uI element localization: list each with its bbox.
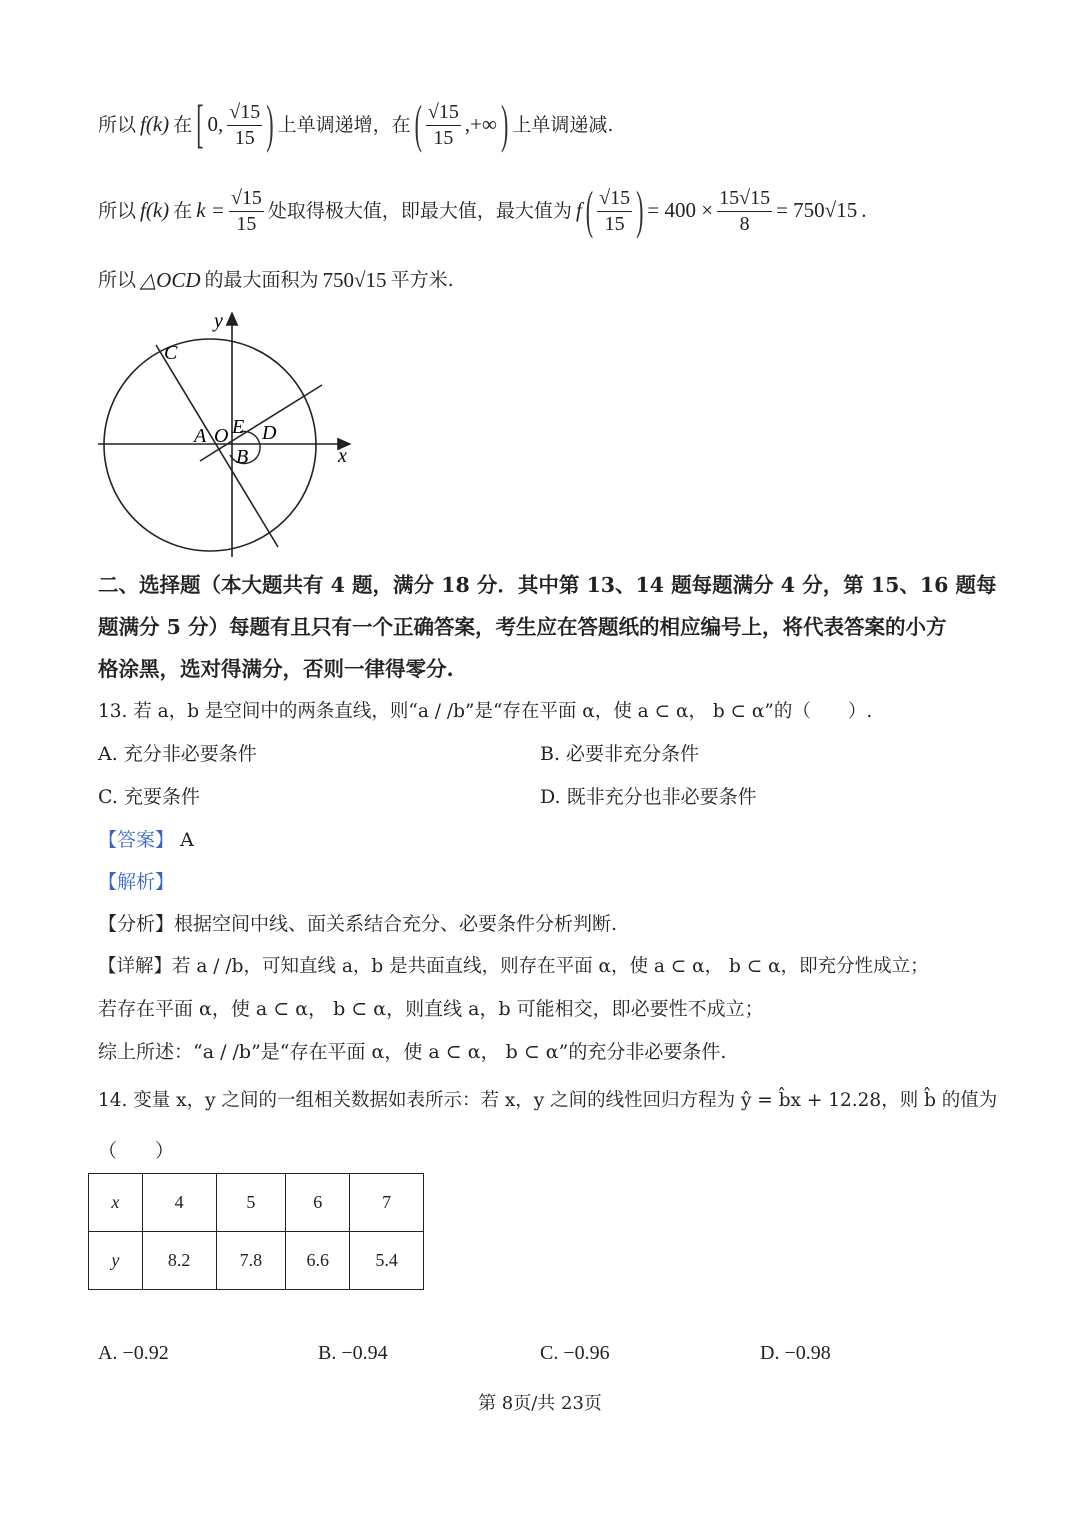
right-paren: ) [636, 179, 644, 240]
equals-750sqrt15: = 750√15 [776, 198, 858, 223]
q13-analysis-tag: 【解析】 [98, 871, 175, 893]
text-zai: 在 [173, 113, 193, 136]
q13-xiangjie-3: 综上所述：“a / /b”是“存在平面 α，使 a ⊂ α， b ⊂ α”的充分非必要条件. [98, 1041, 727, 1063]
q13-xiangjie-1: 【详解】若 a / /b，可知直线 a，b 是共面直线，则存在平面 α，使 a ⊂ α， b ⊂ α，即充分性成立； [98, 956, 929, 977]
label-a: A [194, 425, 207, 447]
table-cell: x [89, 1174, 143, 1232]
fraction-sqrt15-over-15 [227, 100, 262, 151]
table-cell: 5 [216, 1174, 286, 1232]
text-prefix: 所以 [98, 199, 137, 222]
q14-paren: （ ） [98, 1140, 175, 1162]
table-cell: 4 [142, 1174, 216, 1232]
interval-right: ,+∞ [464, 112, 497, 137]
geometry-figure [90, 305, 370, 565]
fraction-denominator: 15 [433, 126, 454, 149]
equals-400-times: = 400 × [647, 198, 714, 223]
text-max: 处取得极大值，即最大值，最大值为 [267, 199, 572, 222]
q14-option-a[interactable]: A. −0.92 [98, 1342, 169, 1364]
fraction-denominator: 15 [234, 126, 255, 149]
text-increasing: 上单调递增，在 [277, 113, 411, 136]
text-unit: 平方米. [390, 269, 454, 292]
section-heading [98, 564, 997, 690]
q13-fenxi: 【分析】根据空间中线、面关系结合充分、必要条件分析判断. [98, 913, 618, 935]
line-ad [200, 385, 322, 461]
q13-option-c[interactable]: C. 充要条件 [98, 786, 200, 808]
table-cell: 7.8 [216, 1232, 286, 1290]
function-fk: f(k) [140, 198, 170, 223]
right-paren: ) [266, 93, 274, 154]
fraction-numerator: √15 [426, 100, 461, 126]
label-b: B [236, 446, 249, 468]
fraction-denominator: 15 [604, 212, 625, 235]
table-cell: 8.2 [142, 1232, 216, 1290]
fraction-sqrt15-over-15 [229, 186, 264, 237]
page-number: 第 8页/共 23页 [478, 1393, 602, 1414]
solution-line-1 [98, 92, 613, 158]
fraction-numerator: √15 [229, 186, 264, 212]
q13-option-b[interactable]: B. 必要非充分条件 [540, 743, 700, 765]
table-cell: 5.4 [350, 1232, 424, 1290]
fraction-numerator: √15 [227, 100, 262, 126]
text-prefix: 所以 [98, 113, 137, 136]
table-cell: 6.6 [286, 1232, 350, 1290]
table-cell: y [89, 1232, 143, 1290]
fraction-numerator: √15 [597, 186, 632, 212]
label-y: y [214, 310, 223, 332]
q13-xiangjie-2: 若存在平面 α，使 a ⊂ α， b ⊂ α，则直线 a，b 可能相交，即必要性不成立； [98, 998, 764, 1020]
q13-stem: 13. 若 a，b 是空间中的两条直线，则“a / /b”是“存在平面 α，使 a ⊂ α， b ⊂ α”的（ ）. [98, 701, 873, 722]
q13-option-d[interactable]: D. 既非充分也非必要条件 [540, 786, 757, 808]
fraction-numerator: 15√15 [717, 186, 772, 212]
function-fk: f(k) [140, 112, 170, 137]
solution-line-2 [98, 178, 866, 244]
section-heading-line-3: 格涂黑，选对得满分，否则一律得零分. [98, 657, 454, 681]
label-o: O [214, 425, 229, 447]
text-zai: 在 [173, 199, 193, 222]
text-max-area: 的最大面积为 [204, 269, 319, 292]
q14-option-b[interactable]: B. −0.94 [318, 1342, 388, 1364]
fraction-15sqrt15-over-8 [717, 186, 772, 237]
q14-option-d[interactable]: D. −0.98 [760, 1342, 831, 1364]
left-paren: ( [414, 93, 422, 154]
solution-line-3 [98, 268, 454, 293]
answer-tag: 【答案】 [98, 829, 175, 851]
label-x: x [338, 445, 347, 467]
right-paren-2: ) [500, 93, 509, 154]
q14-stem: 14. 变量 x，y 之间的一组相关数据如表所示：若 x，y 之间的线性回归方程为 ŷ = b̂x + 12.28，则 b̂ 的值为 [98, 1090, 998, 1111]
text-decreasing: 上单调递减. [512, 113, 614, 136]
table-cell: 6 [286, 1174, 350, 1232]
q13-option-a[interactable]: A. 充分非必要条件 [98, 743, 257, 765]
circle [104, 339, 316, 551]
interval-left: 0, [207, 112, 224, 137]
fraction-sqrt15-over-15-arg [597, 186, 632, 237]
text-prefix: 所以 [98, 269, 137, 292]
label-c: C [164, 342, 178, 364]
label-e: E [232, 416, 245, 438]
fraction-sqrt15-over-15-b [426, 100, 461, 151]
section-heading-line-1: 二、选择题（本大题共有 4 题，满分 18 分．其中第 13、14 题每题满分 4 分，第 15、16 题每 [98, 573, 997, 597]
period: . [861, 198, 867, 223]
answer-value: A [180, 829, 194, 851]
left-paren: ( [585, 179, 594, 240]
q13-answer [98, 829, 194, 852]
fraction-denominator: 8 [739, 212, 750, 235]
q14-option-c[interactable]: C. −0.96 [540, 1342, 610, 1364]
table-row [89, 1174, 424, 1232]
area-value: 750√15 [322, 268, 387, 292]
fraction-denominator: 15 [236, 212, 257, 235]
triangle-ocd: △OCD [140, 268, 201, 292]
section-heading-line-2: 题满分 5 分）每题有且只有一个正确答案，考生应在答题纸的相应编号上，将代表答案的小方 [98, 615, 947, 639]
q14-data-table [88, 1173, 424, 1290]
function-f: f [575, 198, 582, 223]
k-equals: k = [196, 198, 225, 223]
table-cell: 7 [350, 1174, 424, 1232]
table-row [89, 1232, 424, 1290]
left-bracket: [ [196, 93, 204, 154]
label-d: D [262, 422, 277, 444]
